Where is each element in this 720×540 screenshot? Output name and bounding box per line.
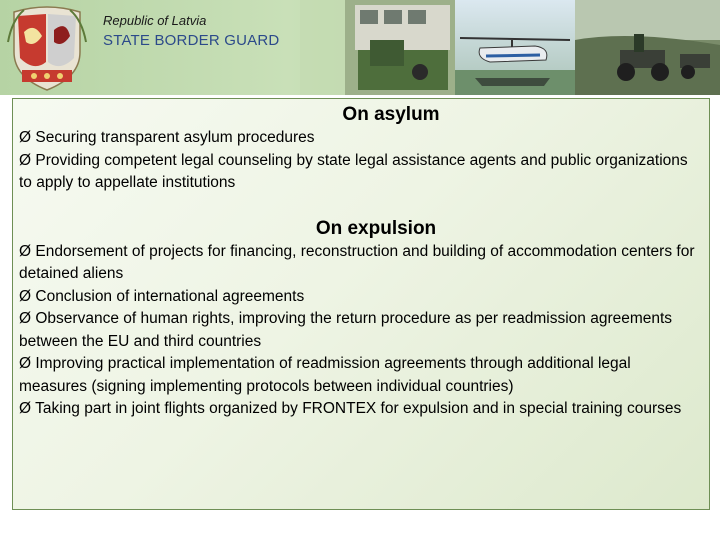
content-text	[19, 103, 703, 421]
arrow-bullet-icon: Ø	[19, 242, 32, 260]
arrow-bullet-icon: Ø	[19, 151, 32, 169]
arrow-bullet-icon: Ø	[19, 287, 32, 305]
organization-name: STATE BORDER GUARD	[103, 32, 280, 49]
list-item: Ø Observance of human rights, improving the return procedure as per readmission agreements between the EU and third countries	[19, 310, 673, 350]
section-heading-asylum: On asylum	[342, 104, 440, 125]
arrow-bullet-icon: Ø	[19, 310, 32, 327]
arrow-bullet-icon: Ø	[19, 129, 32, 146]
header-banner	[0, 0, 720, 95]
list-item: Ø Improving practical implementation of readmission agreements through additional legal measures (signing implementing protocols between individual countries)	[19, 355, 631, 395]
list-item: Ø Securing transparent asylum procedures	[19, 129, 315, 146]
content-panel	[12, 98, 710, 510]
list-item: Ø Taking part in joint flights organized by FRONTEX for expulsion and in special training courses	[19, 400, 682, 417]
arrow-bullet-icon: Ø	[19, 355, 32, 372]
country-label: Republic of Latvia	[103, 13, 207, 28]
header-photos	[300, 0, 720, 95]
arrow-bullet-icon: Ø	[19, 400, 32, 417]
list-item: Ø Providing competent legal counseling by state legal assistance agents and public organizations to apply to appellate institutions	[19, 151, 688, 191]
coat-of-arms-icon	[4, 2, 90, 92]
list-item: Ø Conclusion of international agreements	[19, 287, 305, 305]
list-item: Ø Endorsement of projects for financing, reconstruction and building of accommodation centers for detained aliens	[19, 242, 695, 282]
section-heading-expulsion: On expulsion	[315, 217, 437, 239]
